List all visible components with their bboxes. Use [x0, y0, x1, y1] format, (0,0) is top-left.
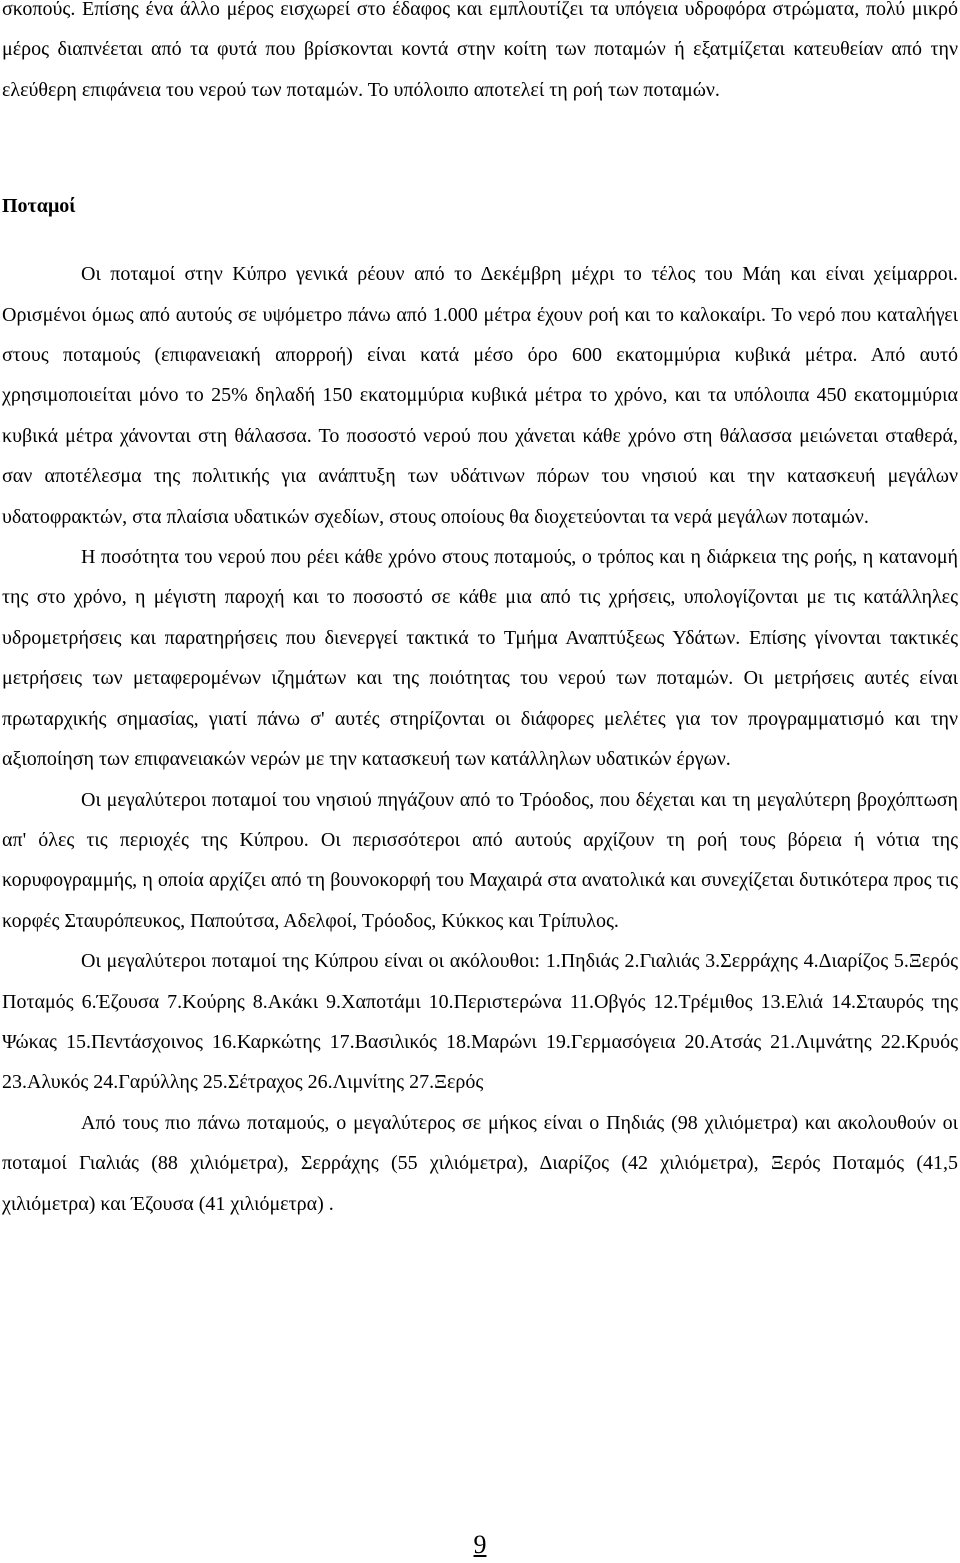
document-page: [2, 0, 958, 1224]
spacer: [2, 110, 958, 186]
paragraph-measurements: Η ποσότητα του νερού που ρέει κάθε χρόνο στους ποταμούς, ο τρόπος και η διάρκεια της ροής, η κατανομή της στο χρόνο, η μέγιστη παροχή και το ποσοστό σε κάθε μια από τις χρήσεις, υπολογίζονται με τις κατάλληλες υδρομετρήσεις και παρατηρήσεις που διενεργεί τακτικά το Τμήμα Αναπτύξεως Υδάτων. Επίσης γίνονται τακτικές μετρήσεις των μεταφερομένων ιζημάτων και της ποιότητας του νερού των ποταμών. Οι μετρήσεις αυτές είναι πρωταρχικής σημασίας, γιατί πάνω σ' αυτές στηρίζονται οι διάφορες μελέτες για τον προγραμματισμό και την αξιοποίηση των επιφανειακών νερών με την κατασκευή των κατάλληλων υδατικών έργων.: [2, 546, 958, 771]
spacer: [2, 226, 958, 254]
paragraph-rivers-flow: Οι ποταμοί στην Κύπρο γενικά ρέουν από το Δεκέμβρη μέχρι το τέλος του Μάη και είναι χείμαρροι. Ορισμένοι όμως από αυτούς σε υψόμετρο πάνω από 1.000 μέτρα έχουν ροή και το καλοκαίρι. Το νερό που καταλήγει στους ποταμούς (επιφανειακή απορροή) είναι κατά μέσο όρο 600 εκατομμύρια κυβικά μέτρα. Από αυτό χρησιμοποιείται μόνο το 25% δηλαδή 150 εκατομμύρια κυβικά μέτρα το χρόνο, και τα υπόλοιπα 450 εκατομμύρια κυβικά μέτρα χάνονται στη θάλασσα. Το ποσοστό νερού που χάνεται κάθε χρόνο στη θάλασσα μειώνεται σταθερά, σαν αποτέλεσμα της πολιτικής για ανάπτυξη των υδάτινων πόρων του νησιού και την κατασκευή μεγάλων υδατοφρακτών, στα πλαίσια υδατικών σχεδίων, στους οποίους θα διοχετεύονται τα νερά μεγάλων ποταμών.: [2, 263, 958, 528]
paragraph-river-list: Οι μεγαλύτεροι ποταμοί της Κύπρου είναι οι ακόλουθοι: 1.Πηδιάς 2.Γιαλιάς 3.Σερράχης 4.Διαρίζος 5.Ξερός Ποταμός 6.Έζουσα 7.Κούρης 8.Ακάκι 9.Χαποτάμι 10.Περιστερώνα 11.Οβγός 12.Τρέμιθος 13.Ελιά 14.Σταυρός της Ψώκας 15.Πεντάσχοινος 16.Καρκώτης 17.Βασιλικός 18.Μαρώνι 19.Γερμασόγεια 20.Ατσάς 21.Λιμνάτης 22.Κρυός 23.Αλυκός 24.Γαρύλλης 25.Σέτραχος 26.Λιμνίτης 27.Ξερός: [2, 950, 958, 1094]
page-number: 9: [473, 1530, 487, 1559]
intro-paragraph: σκοπούς. Επίσης ένα άλλο μέρος εισχωρεί στο έδαφος και εμπλουτίζει τα υπόγεια υδροφόρα στρώματα, πολύ μικρό μέρος διαπνέεται από τα φυτά που βρίσκονται κοντά στην κοίτη των ποταμών ή εξατμίζεται κατευθείαν από την ελεύθερη επιφάνεια του νερού των ποταμών. Το υπόλοιπο αποτελεί τη ροή των ποταμών.: [2, 0, 958, 101]
paragraph-troodos-origin: Οι μεγαλύτεροι ποταμοί του νησιού πηγάζουν από το Τρόοδος, που δέχεται και τη μεγαλύτερη βροχόπτωση απ' όλες τις περιοχές της Κύπρου. Οι περισσότεροι από αυτούς αρχίζουν τη ροή τους βόρεια ή νότια της κορυφογραμμής, η οποία αρχίζει από τη βουνοκορφή του Μαχαιρά στα ανατολικά και συνεχίζεται δυτικότερα προς τις κορφές Σταυρόπευκος, Παπούτσα, Αδελφοί, Τρόοδος, Κύκκος και Τρίπυλος.: [2, 788, 958, 932]
section-heading: Ποταμοί: [2, 195, 76, 218]
paragraph-river-lengths: Από τους πιο πάνω ποταμούς, ο μεγαλύτερος σε μήκος είναι ο Πηδιάς (98 χιλιόμετρα) και ακολουθούν οι ποταμοί Γιαλιάς (88 χιλιόμετρα), Σερράχης (55 χιλιόμετρα), Διαρίζος (42 χιλιόμετρα), Ξερός Ποταμός (41,5 χιλιόμετρα) και Έζουσα (41 χιλιόμετρα) .: [2, 1111, 958, 1215]
